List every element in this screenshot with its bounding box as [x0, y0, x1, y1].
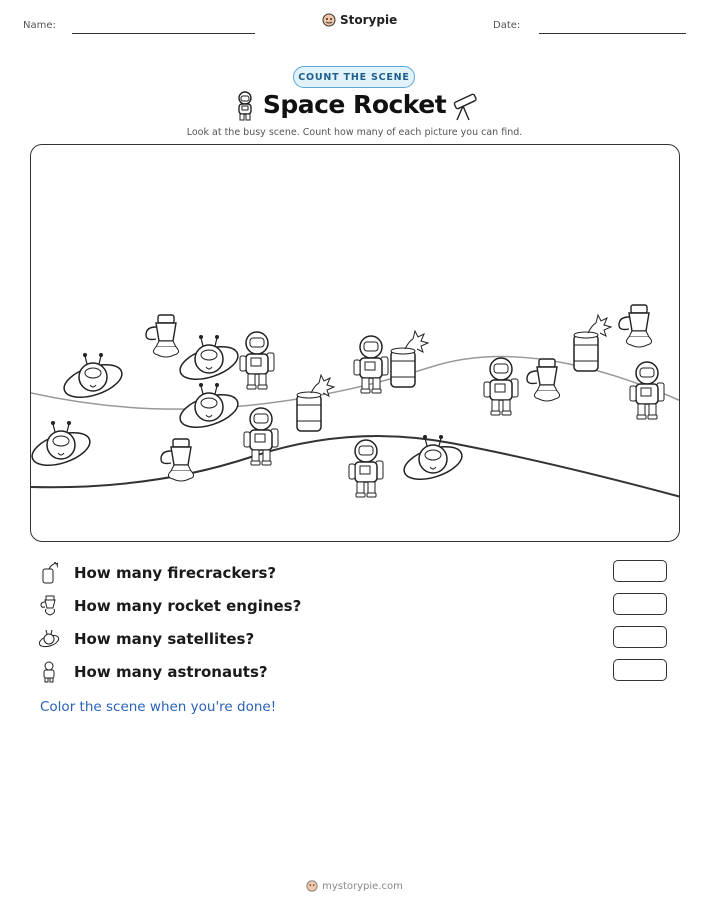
question-text: How many astronauts? [74, 663, 268, 681]
answer-box[interactable] [613, 659, 667, 681]
question-row [38, 593, 678, 619]
question-text: How many satellites? [74, 630, 255, 648]
busy-scene [30, 144, 680, 542]
question-text: How many firecrackers? [74, 564, 277, 582]
coloring-note: Color the scene when you're done! [40, 699, 277, 715]
date-line[interactable] [539, 33, 686, 34]
question-row [38, 626, 678, 652]
brand-logo [322, 13, 397, 27]
astronaut-icon [38, 661, 60, 683]
satellite-icon [38, 628, 60, 650]
storypie-logo-icon [306, 880, 318, 892]
storypie-logo-icon [322, 13, 336, 27]
answer-box[interactable] [613, 593, 667, 615]
activity-badge: COUNT THE SCENE [293, 66, 415, 88]
site-footer [0, 880, 709, 892]
question-row [38, 560, 678, 586]
answer-box[interactable] [613, 560, 667, 582]
rocket-engine-icon [38, 595, 60, 617]
name-label: Name: [23, 20, 56, 31]
question-row [38, 659, 678, 685]
page-title: Space Rocket [262, 90, 447, 119]
firecracker-icon [38, 562, 60, 584]
answer-box[interactable] [613, 626, 667, 648]
brand-name: Storypie [340, 13, 398, 27]
date-label: Date: [493, 20, 521, 31]
question-text: How many rocket engines? [74, 597, 302, 615]
name-line[interactable] [72, 33, 255, 34]
instructions: Look at the busy scene. Count how many of each picture you can find. [186, 127, 523, 138]
site-url: mystorypie.com [322, 880, 403, 892]
telescope-icon [448, 90, 480, 122]
